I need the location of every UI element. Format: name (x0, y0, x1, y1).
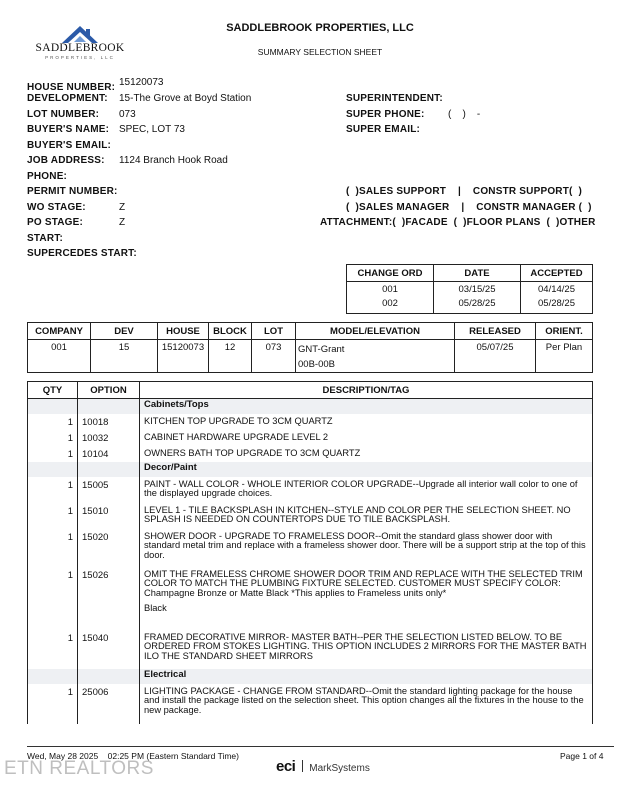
column-header: CHANGE ORD (347, 265, 434, 282)
table-header-row (28, 382, 593, 399)
column-header: MODEL/ELEVATION (296, 323, 455, 340)
qty-cell: 1 (28, 477, 78, 503)
empty-cell (28, 462, 78, 477)
option-cell: 25006 (78, 684, 140, 724)
field-value: Z (119, 202, 126, 213)
column-header: COMPANY (28, 323, 91, 340)
qty-cell: 1 (28, 684, 78, 724)
field-value: 1124 Branch Hook Road (119, 155, 228, 166)
field-label: START: (27, 233, 64, 244)
table-cell: 04/14/25 (521, 282, 593, 296)
table-cell: 12 (209, 340, 252, 373)
section-title: Electrical (140, 669, 593, 684)
desc-cell: LEVEL 1 - TILE BACKSPLASH IN KITCHEN--STYLE AND COLOR PER THE SELECTION SHEET. NO SPLASH IS NEEDED ON COUNTERTOPS DUE TO TILE BACKSPLASH. (140, 503, 593, 529)
field-value: Z (119, 217, 126, 228)
qty-cell: 1 (28, 414, 78, 430)
table-row (28, 414, 593, 430)
table-cell-model (296, 340, 455, 373)
watermark: ETN REALTORS (4, 758, 154, 779)
field-label: WO STAGE: (27, 202, 86, 213)
qty-cell: 1 (28, 446, 78, 462)
footer-page-number: Page 1 of 4 (560, 751, 604, 761)
brand-divider (302, 760, 303, 772)
options-table (27, 381, 593, 724)
field-value: 15120073 (119, 77, 164, 88)
support-line: ( )SALES MANAGER | CONSTR MANAGER ( ) (346, 202, 592, 213)
field-label: SUPERINTENDENT: (346, 93, 443, 104)
desc-cell-with-tag (140, 567, 593, 631)
column-header: DATE (434, 265, 521, 282)
section-title: Decor/Paint (140, 462, 593, 477)
table-row (28, 446, 593, 462)
field-label: PERMIT NUMBER: (27, 186, 118, 197)
desc-text: OMIT THE FRAMELESS CHROME SHOWER DOOR TRIM AND REPLACE WITH THE SELECTED TRIM COLOR TO MATCH THE PLUMBING FIXTURE SELECTED. CUSTOMER MUST SPECIFY COLOR: Champagne Bronze or Matte Black *This applies to Frameless units only* (144, 568, 583, 598)
empty-cell (28, 399, 78, 414)
footer-timestamp: Wed, May 28 2025 02:25 PM (Eastern Standard Time) (27, 751, 239, 761)
desc-cell: LIGHTING PACKAGE - CHANGE FROM STANDARD--Omit the standard lighting package for the house and install the package listed on the selection sheet. This option changes all the fixtures in the house to the new package. (140, 684, 593, 724)
table-row (28, 430, 593, 446)
desc-cell: PAINT - WALL COLOR - WHOLE INTERIOR COLOR UPGRADE--Upgrade all interior wall color to one of the displayed upgrade choices. (140, 477, 593, 503)
qty-cell: 1 (28, 503, 78, 529)
table-row (28, 567, 593, 631)
table-row (347, 282, 593, 296)
desc-cell: FRAMED DECORATIVE MIRROR- MASTER BATH--PER THE SELECTION LISTED BELOW. TO BE ORDERED FROM STOKES LIGHTING. THIS OPTION INCLUDES 2 MIRRORS FOR THE MASTER BATH ILO THE STANDARD SHEET MIRRORS (140, 631, 593, 669)
table-cell: 05/28/25 (434, 295, 521, 314)
footer-divider (27, 746, 614, 747)
qty-cell: 1 (28, 567, 78, 631)
desc-cell: CABINET HARDWARE UPGRADE LEVEL 2 (140, 430, 593, 446)
option-cell: 10018 (78, 414, 140, 430)
column-header: BLOCK (209, 323, 252, 340)
table-cell: 05/07/25 (455, 340, 536, 373)
field-label: PO STAGE: (27, 217, 84, 228)
section-row (28, 462, 593, 477)
table-cell: 001 (347, 282, 434, 296)
table-cell: 15120073 (158, 340, 209, 373)
field-value: SPEC, LOT 73 (119, 124, 185, 135)
desc-tag: Black (144, 603, 167, 614)
field-label: JOB ADDRESS: (27, 155, 105, 166)
field-label: DEVELOPMENT: (27, 93, 108, 104)
field-label: SUPER PHONE: (346, 109, 425, 120)
desc-cell: KITCHEN TOP UPGRADE TO 3CM QUARTZ (140, 414, 593, 430)
table-cell: Per Plan (536, 340, 593, 373)
field-value: 073 (119, 109, 136, 120)
logo-tagline: PROPERTIES, LLC (45, 55, 115, 60)
option-cell: 15026 (78, 567, 140, 631)
field-label: BUYER'S EMAIL: (27, 140, 112, 151)
option-cell: 15010 (78, 503, 140, 529)
section-row (28, 669, 593, 684)
column-header: ORIENT. (536, 323, 593, 340)
doc-title: SUMMARY SELECTION SHEET (257, 47, 383, 57)
field-label: BUYER'S NAME: (27, 124, 110, 135)
qty-cell: 1 (28, 631, 78, 669)
desc-cell: SHOWER DOOR - UPGRADE TO FRAMELESS DOOR--Omit the standard glass shower door with standard metal trim and replace with a frameless shower door. There will be a support strip at the top of this door. (140, 529, 593, 567)
column-header: OPTION (78, 382, 140, 399)
column-header: QTY (28, 382, 78, 399)
option-cell: 10032 (78, 430, 140, 446)
table-header-row (347, 265, 593, 282)
column-header: HOUSE (158, 323, 209, 340)
table-row (28, 503, 593, 529)
table-cell: 001 (28, 340, 91, 373)
column-header: RELEASED (455, 323, 536, 340)
column-header: DESCRIPTION/TAG (140, 382, 593, 399)
table-cell: 073 (252, 340, 296, 373)
column-header: DEV (91, 323, 158, 340)
table-cell: 002 (347, 295, 434, 314)
field-label: PHONE: (27, 171, 68, 182)
empty-cell (78, 399, 140, 414)
column-header: LOT (252, 323, 296, 340)
empty-cell (78, 669, 140, 684)
field-value: 15-The Grove at Boyd Station (119, 93, 252, 104)
table-row (28, 631, 593, 669)
empty-cell (28, 669, 78, 684)
option-cell: 15005 (78, 477, 140, 503)
table-cell: 15 (91, 340, 158, 373)
table-row (347, 295, 593, 314)
support-line: ( )SALES SUPPORT | CONSTR SUPPORT( ) (346, 186, 583, 197)
support-line: ATTACHMENT:( )FACADE ( )FLOOR PLANS ( )OTHER (320, 217, 596, 228)
column-header: ACCEPTED (521, 265, 593, 282)
option-cell: 10104 (78, 446, 140, 462)
field-label: LOT NUMBER: (27, 109, 100, 120)
logo-name: SADDLEBROOK (35, 42, 125, 54)
field-label: SUPER EMAIL: (346, 124, 421, 135)
table-row (28, 340, 593, 373)
table-row (28, 529, 593, 567)
table-cell: 05/28/25 (521, 295, 593, 314)
brand-eci: eci (276, 758, 296, 775)
section-title: Cabinets/Tops (140, 399, 593, 414)
qty-cell: 1 (28, 430, 78, 446)
table-row (28, 477, 593, 503)
brand-mark: MarkSystems (309, 763, 370, 774)
table-cell: 03/15/25 (434, 282, 521, 296)
field-label: HOUSE NUMBER: (27, 82, 116, 93)
table-row (28, 684, 593, 724)
field-value: ( ) - (448, 109, 481, 120)
company-name: SADDLEBROOK PROPERTIES, LLC (226, 22, 414, 34)
desc-cell: OWNERS BATH TOP UPGRADE TO 3CM QUARTZ (140, 446, 593, 462)
table-header-row (28, 323, 593, 340)
model-line-2: 00B-00B (298, 359, 335, 370)
field-label: SUPERCEDES START: (27, 248, 137, 259)
section-row (28, 399, 593, 414)
change-order-table (346, 264, 593, 314)
qty-cell: 1 (28, 529, 78, 567)
option-cell: 15040 (78, 631, 140, 669)
option-cell: 15020 (78, 529, 140, 567)
model-line-1: GNT-Grant (298, 344, 345, 355)
empty-cell (78, 462, 140, 477)
eci-marksystems-logo (276, 758, 370, 776)
house-info-table (27, 322, 593, 373)
